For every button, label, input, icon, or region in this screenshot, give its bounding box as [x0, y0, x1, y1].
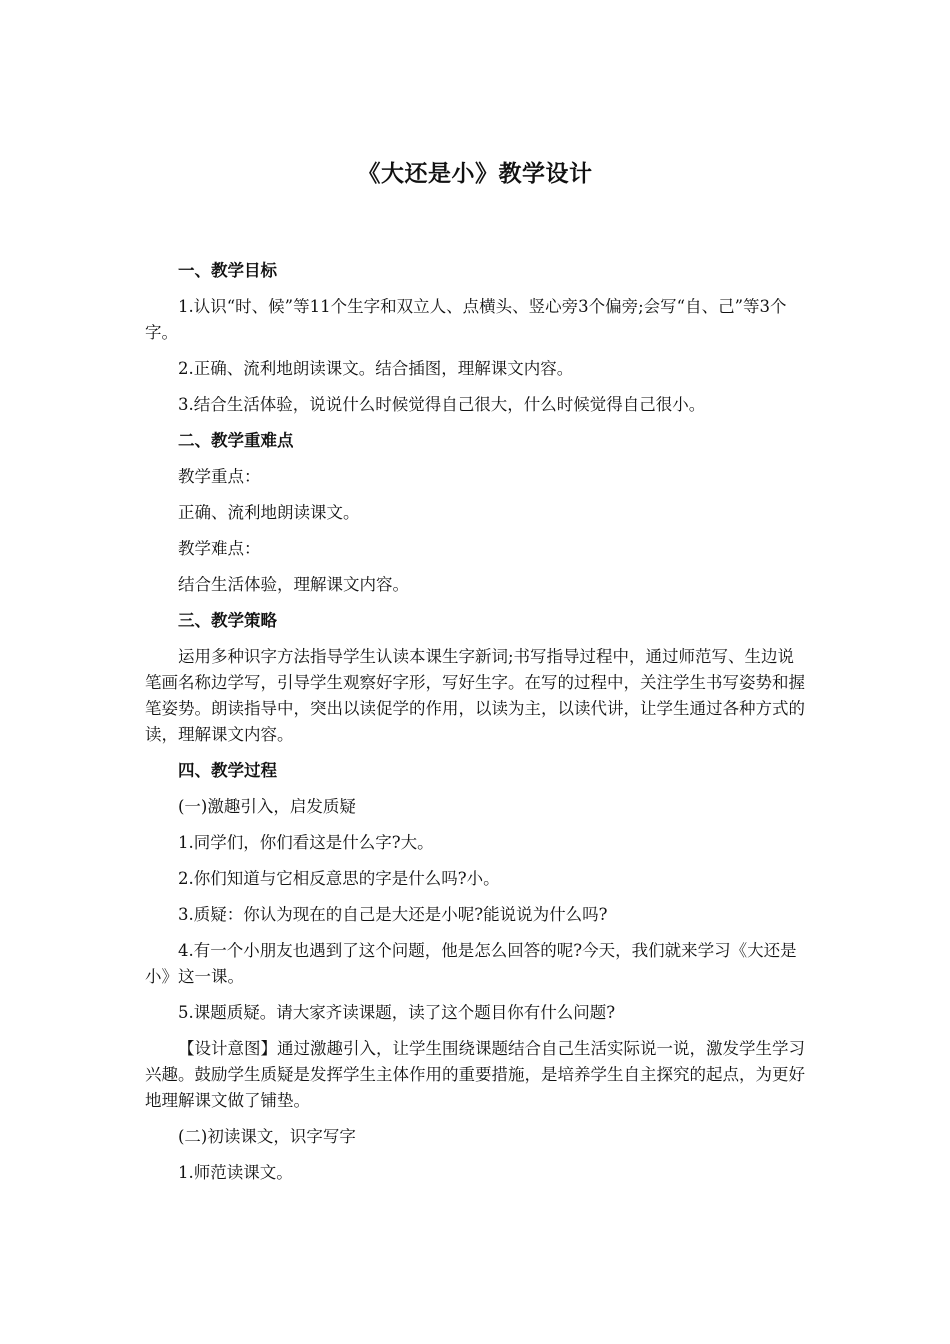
paragraph: 3.质疑：你认为现在的自己是大还是小呢?能说说为什么吗? [178, 905, 608, 924]
paragraph: 教学难点： [178, 539, 261, 558]
page-title: 《大还是小》教学设计 [357, 161, 593, 187]
paragraph: 1.认识“时、候”等11个生字和双立人、点横头、竖心旁3个偏旁;会写“自、己”等3个字。 [145, 297, 787, 342]
section-heading-strategy: 三、教学策略 [178, 611, 277, 630]
paragraph: 教学重点： [178, 467, 261, 486]
paragraph: 1.同学们，你们看这是什么字?大。 [178, 833, 434, 852]
subsection-title: (二)初读课文，识字写字 [178, 1127, 356, 1146]
paragraph: 3.结合生活体验，说说什么时候觉得自己很大，什么时候觉得自己很小。 [178, 395, 706, 414]
paragraph: 正确、流利地朗读课文。 [178, 503, 360, 522]
paragraph: 4.有一个小朋友也遇到了这个问题，他是怎么回答的呢?今天，我们就来学习《大还是小》这一课。 [145, 941, 797, 986]
paragraph: 1.师范读课文。 [178, 1163, 293, 1182]
paragraph: 结合生活体验，理解课文内容。 [178, 575, 409, 594]
paragraph: 5.课题质疑。请大家齐读课题，读了这个题目你有什么问题? [178, 1003, 616, 1022]
section-heading-key-points: 二、教学重难点 [178, 431, 294, 450]
section-heading-objectives: 一、教学目标 [178, 261, 277, 280]
subsection-title: (一)激趣引入，启发质疑 [178, 797, 356, 816]
section-heading-process: 四、教学过程 [178, 761, 277, 780]
paragraph: 2.你们知道与它相反意思的字是什么吗?小。 [178, 869, 500, 888]
design-intent-paragraph: 【设计意图】通过激趣引入，让学生围绕课题结合自己生活实际说一说，激发学生学习兴趣。鼓励学生质疑是发挥学生主体作用的重要措施，是培养学生自主探究的起点，为更好地理解课文做了铺垫。 [145, 1039, 805, 1110]
paragraph: 2.正确、流利地朗读课文。结合插图，理解课文内容。 [178, 359, 574, 378]
document-body [145, 258, 807, 1196]
paragraph: 运用多种识字方法指导学生认读本课生字新词;书写指导过程中，通过师范写、生边说笔画名称边学写，引导学生观察好字形，写好生字。在写的过程中，关注学生书写姿势和握笔姿势。朗读指导中，突出以读促学的作用，以读为主，以读代讲，让学生通过各种方式的读，理解课文内容。 [145, 647, 805, 744]
